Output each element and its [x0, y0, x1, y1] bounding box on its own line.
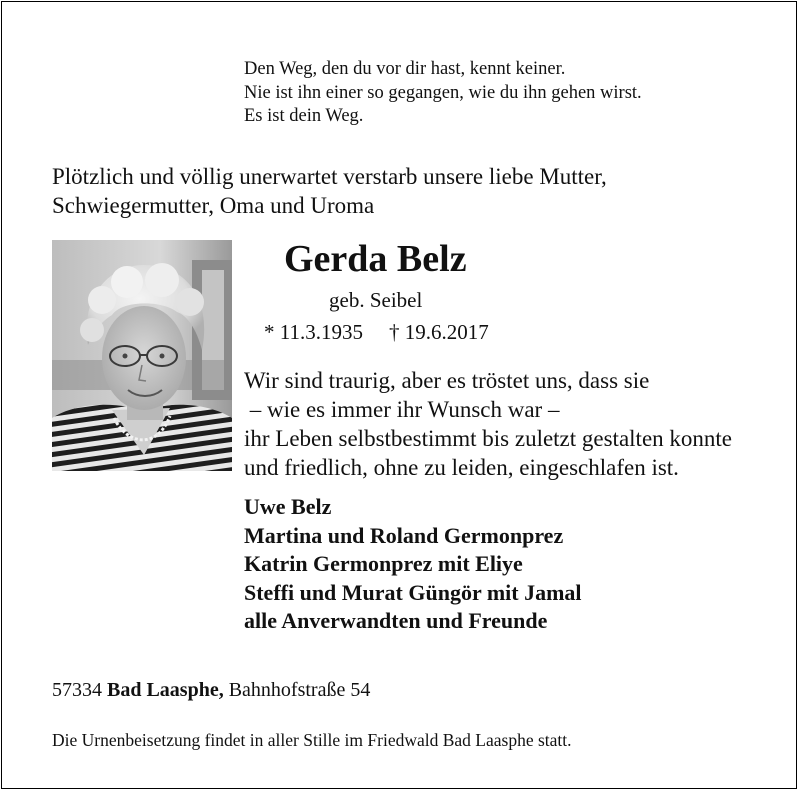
consolation-line: – wie es immer ihr Wunsch war –: [244, 397, 560, 422]
death-date: † 19.6.2017: [388, 320, 489, 344]
life-dates: [264, 319, 489, 345]
mourners-list: [244, 493, 582, 636]
consolation-text: [244, 366, 732, 482]
mourner-entry: Martina und Roland Germonprez: [244, 522, 564, 548]
death-announcement: [52, 162, 607, 220]
consolation-line: Wir sind traurig, aber es tröstet uns, dass sie: [244, 368, 650, 393]
address-city: Bad Laasphe,: [107, 679, 224, 701]
motto-verse: [244, 58, 642, 129]
maiden-name: geb. Seibel: [329, 288, 423, 312]
portrait-photo-icon: [52, 240, 232, 471]
consolation-line: ihr Leben selbstbestimmt bis zuletzt gestalten konnte: [244, 426, 732, 451]
mourner-entry: Uwe Belz: [244, 494, 332, 519]
birth-date: * 11.3.1935: [264, 320, 363, 344]
portrait-photo: [52, 240, 232, 471]
motto-line: Den Weg, den du vor dir hast, kennt keiner.: [244, 59, 566, 79]
consolation-line: und friedlich, ohne zu leiden, eingeschlafen ist.: [244, 455, 679, 480]
motto-line: Nie ist ihn einer so gegangen, wie du ihn gehen wirst.: [244, 82, 642, 103]
mourner-entry: alle Anverwandten und Freunde: [244, 608, 548, 633]
mourner-entry: Katrin Germonprez mit Eliye: [244, 551, 523, 576]
address-street: Bahnhofstraße 54: [228, 679, 371, 701]
mourner-entry: Steffi und Murat Güngör mit Jamal: [244, 579, 582, 605]
motto-line: Es ist dein Weg.: [244, 106, 364, 126]
deceased-name: Gerda Belz: [284, 238, 467, 280]
intro-line: Schwiegermutter, Oma und Uroma: [52, 193, 375, 218]
intro-line: Plötzlich und völlig unerwartet verstarb unsere liebe Mutter,: [52, 164, 607, 189]
family-address: [52, 677, 370, 703]
burial-note: Die Urnenbeisetzung findet in aller Stille im Friedwald Bad Laasphe statt.: [52, 730, 572, 750]
address-postcode: 57334: [52, 679, 102, 701]
